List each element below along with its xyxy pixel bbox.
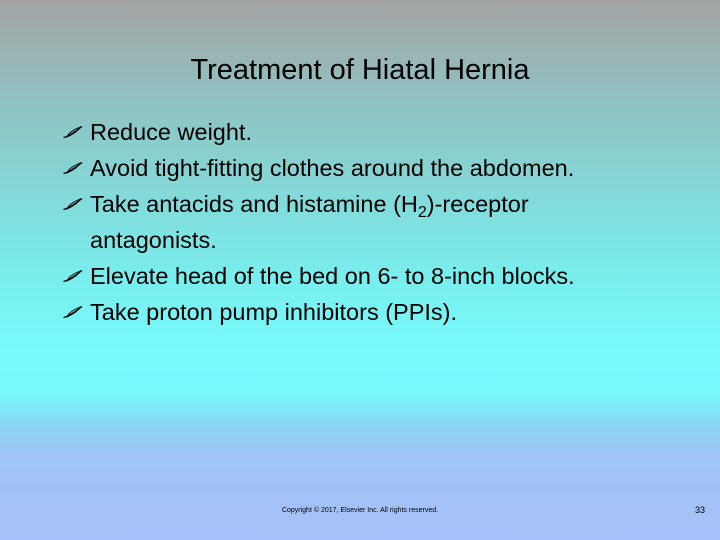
bullet-text xyxy=(90,186,702,222)
bullet-list xyxy=(62,114,702,330)
bullet-item-ppis xyxy=(62,294,702,330)
bullet-text-part: )-receptor xyxy=(426,191,529,217)
bullet-text: Avoid tight-fitting clothes around the abdomen. xyxy=(90,155,575,181)
bullet-item-antacids xyxy=(62,186,702,258)
feather-quill-icon xyxy=(62,197,84,211)
bullet-text: Elevate head of the bed on 6- to 8-inch blocks. xyxy=(90,263,575,289)
bullet-text: Take proton pump inhibitors (PPIs). xyxy=(90,299,458,325)
slide-title: Treatment of Hiatal Hernia xyxy=(190,54,530,86)
bullet-item-reduce-weight xyxy=(62,114,702,150)
footer-copyright: Copyright © 2017, Elsevier Inc. All rights reserved. xyxy=(281,507,439,514)
bullet-text-continuation: antagonists. xyxy=(90,227,217,253)
bullet-item-elevate-head xyxy=(62,258,702,294)
feather-quill-icon xyxy=(62,125,84,139)
feather-quill-icon xyxy=(62,269,84,283)
subscript: 2 xyxy=(417,204,427,221)
bullet-item-avoid-tight-clothes xyxy=(62,150,702,186)
feather-quill-icon xyxy=(62,305,84,319)
bullet-text: Reduce weight. xyxy=(90,119,252,145)
bullet-text-part: Take antacids and histamine (H xyxy=(90,191,418,217)
feather-quill-icon xyxy=(62,161,84,175)
page-number: 33 xyxy=(694,505,705,515)
